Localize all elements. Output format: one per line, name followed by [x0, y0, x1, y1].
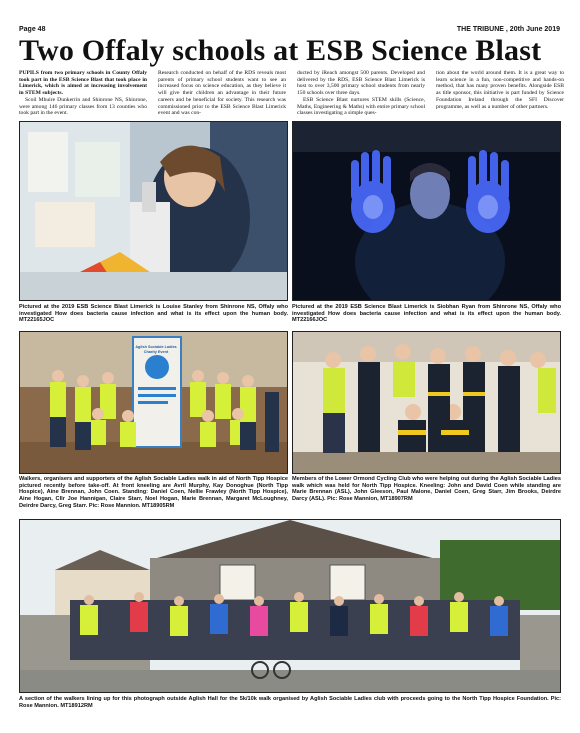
article-column-4 [436, 70, 564, 110]
article-column-2 [158, 70, 286, 117]
article-column-3 [297, 70, 425, 117]
masthead-date: THE TRIBUNE , 20th June 2019 [456, 26, 560, 33]
article-paragraph: Research conducted on behalf of the RDS reveals most parents of primary school students want to see an increased focus on science education, as they believe it will give their children an advantage in their future careers and be beneficial for society. This research was commissioned prior to the ESB Science Blast Limerick event and was con- [158, 70, 286, 117]
article-paragraph: Scoil Mhuire Dunkerrin and Shinrone NS, Shinrone, were among 146 primary classes from 13 counties who took part in the event. [19, 96, 147, 117]
caption-hall-crowd: A section of the walkers lining up for this photograph outside Aglish Hall for the 5k/10k walk organised by Aglish Sociable Ladies club with proceeds going to the North Tipp Hospice Foundation. Pic: Rose Mannion. MT18912RM [19, 696, 561, 709]
caption-microscope: Pictured at the 2019 ESB Science Blast Limerick is Louise Stanley from Shinrone NS, Offaly who investigated How does bacteria cause infection and what is its effect upon the human body. MT22165JOC [19, 304, 288, 324]
photo-cycling-club [292, 331, 561, 474]
article-lead: PUPILS from two primary schools in County Offaly took part in the ESB Science Blast that took place in Limerick, which is aimed at increasing involvement in STEM subjects. [19, 70, 147, 97]
page-number: Page 48 [19, 26, 46, 33]
caption-glowing-hands: Pictured at the 2019 ESB Science Blast Limerick is Siobhan Ryan from Shinrone NS, Offaly who investigated How does bacteria cause infection and what is its effect upon the human body. MT22166JOC [292, 304, 561, 324]
caption-walkers-group: Walkers, organisers and supporters of the Aglish Sociable Ladies walk in aid of North Tipp Hospice pictured recently before take-off. At front kneeling are Avril Murphy, Kay Donoghue (North Tipp Hospice), Aine Brennan, John Coen. Standing: Daniel Coen, Nellie Frawley (North Tipp Hospice), Aine Hogan, Cllr Joe Hannigan, Claire Starr, Noel Hogan, Marie Brennan, Margaret McLoughney, Deirdre Darcy, Greg Starr. Pic: Rose Mannion. MT18905RM [19, 476, 288, 509]
article-paragraph: ducted by iReach amongst 500 parents. Developed and delivered by the RDS, ESB Science Blast Limerick is host to over 3,500 primary school students from nearly 150 schools over three days. [297, 70, 425, 97]
charity-banner-text: Aglish Sociable Ladies Charity Event [135, 345, 177, 354]
photo-microscope [19, 121, 288, 301]
photo-glowing-hands [292, 121, 561, 301]
caption-cycling-club: Members of the Lower Ormond Cycling Club who were helping out during the Aglish Sociable Ladies walk which was held for North Tipp Hospice. Kneeling: John and David Coen while standing are Marie Brennan (ASL), John Gleeson, Paul Malone, Daniel Coen, Greg Starr, Jim Brooks, Deirdre Darcy (ASL). Pic: Rose Mannion, MT18907RM [292, 476, 561, 503]
article-paragraph: ESB Science Blast nurtures STEM skills (Science, Maths, Engineering & Maths) with entire primary school classes investigating a simple ques- [297, 96, 425, 117]
article-paragraph: tion about the world around them. It is a great way to learn science in a fun, non-competitive and hands-on method, that has many proven benefits. Alongside ESB as title sponsor, this initiative is part funded by Science Foundation Ireland through the SFI Discover programme, as well as a number of other partners. [436, 70, 564, 110]
headline: Two Offaly schools at ESB Science Blast [19, 34, 542, 67]
article-column-1 [19, 70, 147, 117]
photo-hall-crowd [19, 519, 561, 693]
